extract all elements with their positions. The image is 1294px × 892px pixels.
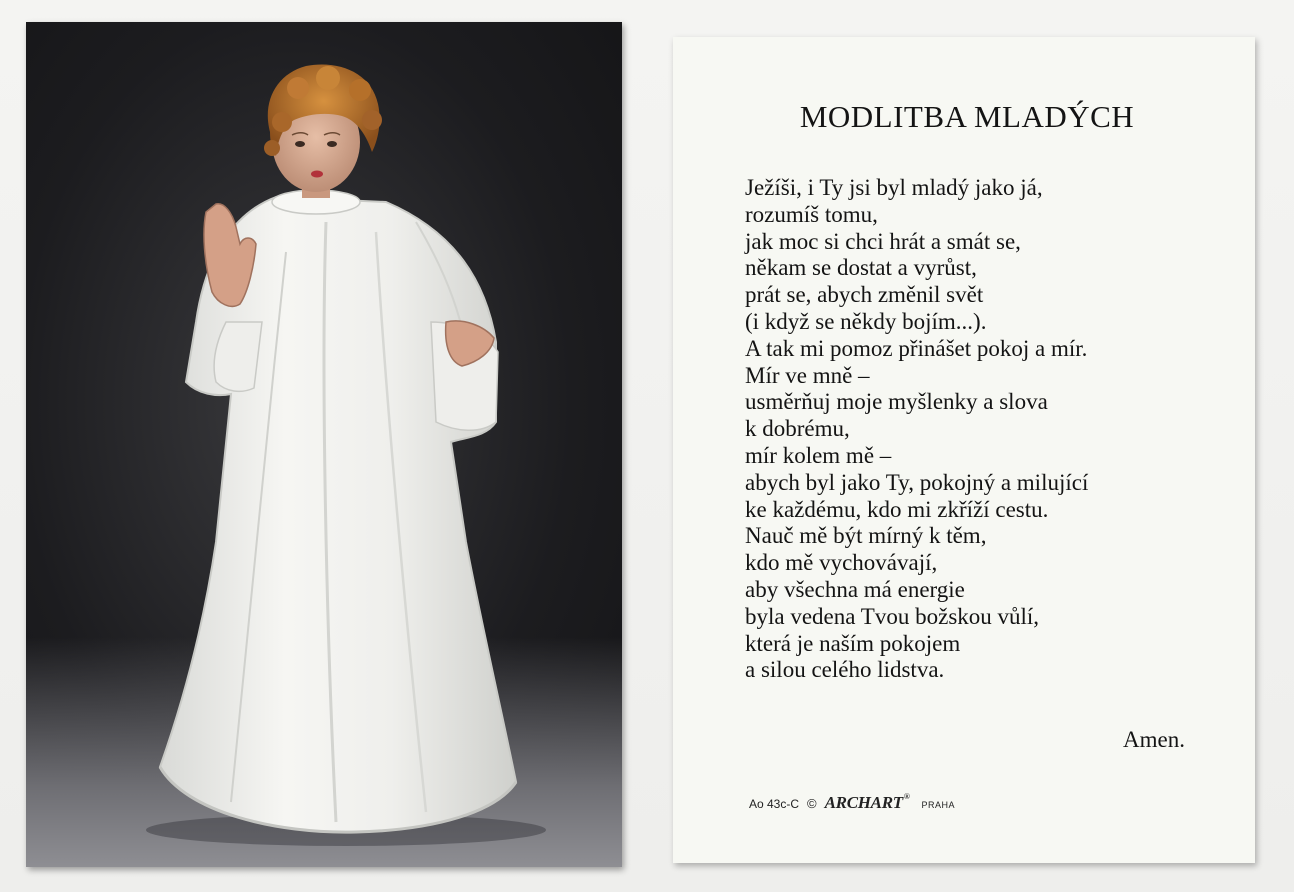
prayer-line: k dobrému, <box>745 416 850 442</box>
catalog-code: Ao 43c-C <box>749 797 800 811</box>
prayer-line: někam se dostat a vyrůst, <box>745 255 977 281</box>
prayer-line: abych byl jako Ty, pokojný a milující <box>745 469 1089 495</box>
prayer-line: (i když se někdy bojím...). <box>745 308 987 334</box>
publisher-logo <box>825 793 910 813</box>
prayer-line: která je naším pokojem <box>745 630 961 656</box>
publisher-city: PRAHA <box>921 800 956 810</box>
prayer-title: MODLITBA MLADÝCH <box>799 99 1135 134</box>
prayer-line: rozumíš tomu, <box>745 201 878 227</box>
prayer-line: Ježíši, i Ty jsi byl mladý jako já, <box>745 175 1043 200</box>
publisher-imprint <box>749 793 955 813</box>
photo-card <box>26 22 622 867</box>
prayer-amen: Amen. <box>1123 727 1185 752</box>
prayer-line: a silou celého lidstva. <box>745 657 945 683</box>
publisher-logo-text: ARCHART <box>824 793 903 812</box>
prayer-line: Mír ve mně – <box>745 362 870 388</box>
prayer-card <box>673 37 1255 863</box>
prayer-text <box>745 175 1088 684</box>
prayer-line: jak moc si chci hrát a smát se, <box>745 228 1021 254</box>
child-jesus-statue-image <box>26 22 622 867</box>
prayer-line: ke každému, kdo mi zkříží cestu. <box>745 496 1049 522</box>
prayer-line: kdo mě vychovávají, <box>745 550 938 576</box>
prayer-line: prát se, abych změnil svět <box>745 282 984 308</box>
registered-symbol: ® <box>903 792 910 801</box>
prayer-line: mír kolem mě – <box>745 442 892 468</box>
prayer-line: byla vedena Tvou božskou vůlí, <box>745 603 1040 629</box>
prayer-line: Nauč mě být mírný k těm, <box>745 523 987 549</box>
copyright-symbol: © <box>807 796 817 811</box>
prayer-line: usměrňuj moje myšlenky a slova <box>745 389 1048 415</box>
prayer-line: A tak mi pomoz přinášet pokoj a mír. <box>745 335 1088 361</box>
prayer-line: aby všechna má energie <box>745 576 965 602</box>
